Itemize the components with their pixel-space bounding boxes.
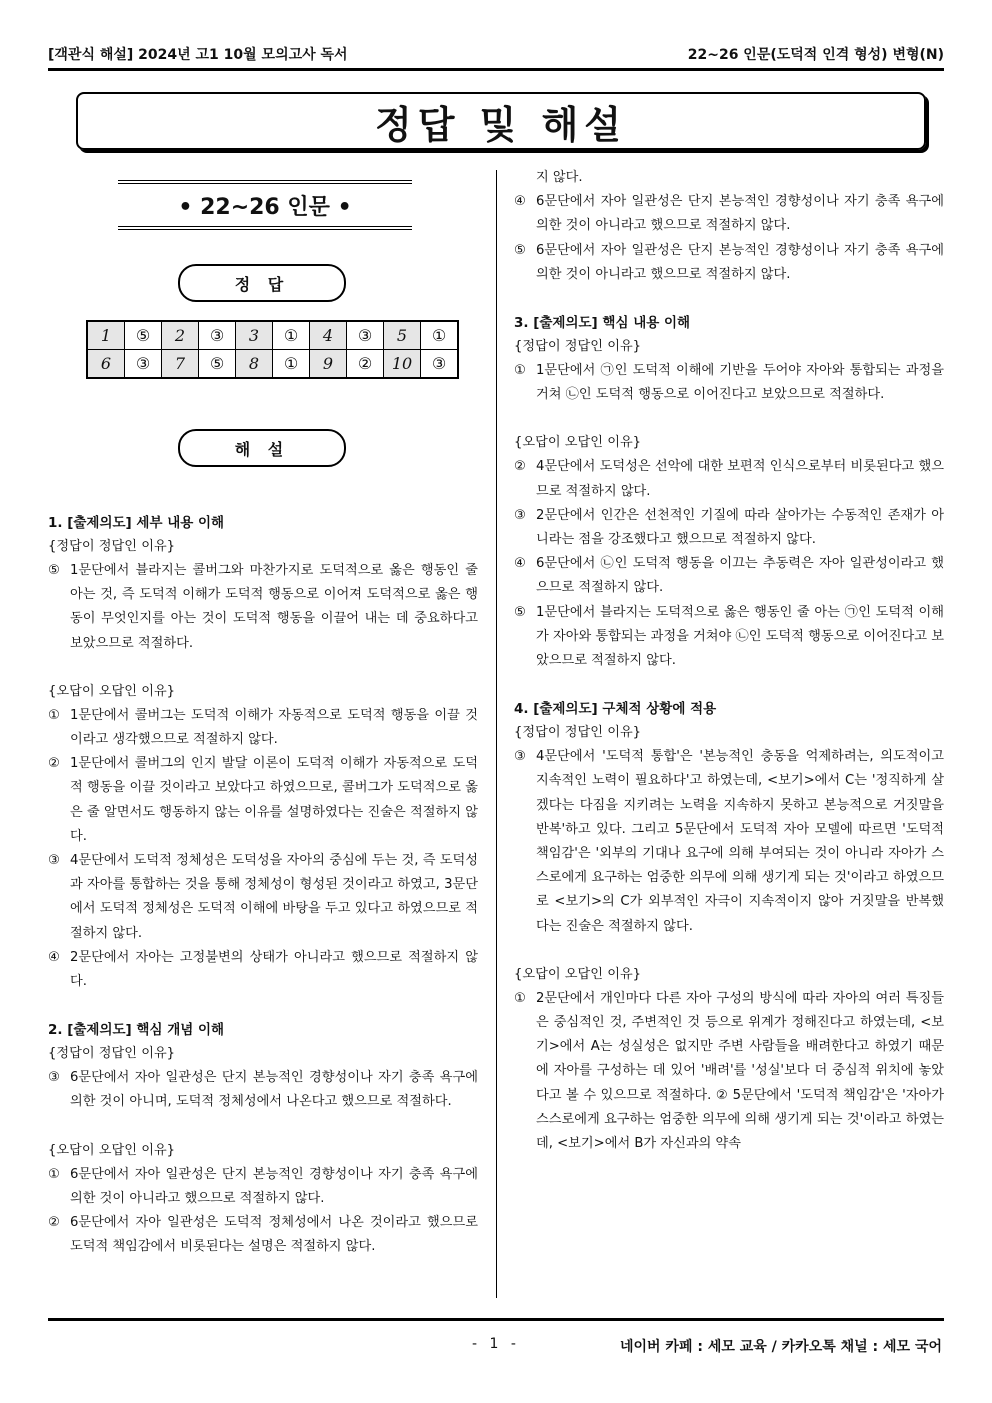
- explanation-item: [514, 190, 944, 238]
- explanation-text: 4문단에서 도덕적 정체성은 도덕성을 자아의 중심에 두는 것, 즉 도덕성과 자아를 통합하는 것을 통해 정체성이 형성된 것이라고 하였고, 3문단에서 도덕적 정체성은 도덕적 이해에 바탕을 두고 있다고 하였으므로 적절하지 않다.: [70, 853, 478, 941]
- explanation-item-continued: [514, 166, 944, 190]
- explanation-item: [514, 455, 944, 503]
- choice-marker: ③: [514, 749, 526, 765]
- left-column: [48, 166, 478, 1259]
- explanation-text: 1문단에서 콜버그의 인지 발달 이론이 도덕적 이해가 자동적으로 도덕적 행동을 이끌 것이라고 보았다고 하였으므로, 콜버그가 도덕적으로 옳은 줄 알면서도 행동하지 않는 이유를 설명하였다는 진술은 적절하지 않다.: [70, 756, 478, 844]
- answer-row: [87, 321, 458, 350]
- question-number: 1: [87, 321, 125, 350]
- explanation-text: 2문단에서 자아는 고정불변의 상태가 아니라고 했으므로 적절하지 않다.: [70, 949, 478, 990]
- question-number: 10: [384, 350, 421, 379]
- answer-value: ②: [347, 350, 384, 379]
- explanation-text: 6문단에서 ㉡인 도덕적 행동을 이끄는 추동력은 자아 일관성이라고 했으므로 적절하지 않다.: [536, 556, 944, 596]
- choice-marker: ③: [514, 507, 526, 523]
- choice-marker: ②: [48, 756, 60, 772]
- answer-value: ③: [421, 350, 459, 379]
- choice-marker: ①: [48, 707, 60, 723]
- choice-marker: ①: [514, 363, 526, 379]
- choice-marker: ⑤: [514, 604, 526, 620]
- right-column: [514, 166, 944, 1156]
- wrong-reason-label: {오답이 오답인 이유}: [48, 1142, 176, 1158]
- page-title: 정답 및 해설: [76, 92, 926, 150]
- answer-value: ⑤: [125, 321, 162, 350]
- explanation-item: [514, 745, 944, 939]
- choice-marker: ②: [48, 1215, 60, 1231]
- question-number: 3: [236, 321, 273, 350]
- wrong-reason-label: {오답이 오답인 이유}: [514, 966, 642, 982]
- choice-marker: ④: [48, 949, 60, 965]
- question-number: 7: [162, 350, 199, 379]
- question-number: 5: [384, 321, 421, 350]
- explanation-text: 6문단에서 자아 일관성은 단지 본능적인 경향성이나 자기 충족 욕구에 의한 것이 아니라고 했으므로 적절하지 않다.: [70, 1166, 478, 1206]
- question-title: 2. [출제의도] 핵심 개념 이해: [48, 1022, 225, 1039]
- correct-reason-label: {정답이 정답인 이유}: [514, 725, 642, 741]
- explanation-text: 6문단에서 자아 일관성은 단지 본능적인 경향성이나 자기 충족 욕구에 의한 것이 아니며, 도덕적 정체성에서 나온다고 했으므로 적절하다.: [70, 1070, 478, 1110]
- choice-marker: ④: [514, 556, 526, 572]
- column-divider: [496, 170, 497, 1298]
- question-number: 2: [162, 321, 199, 350]
- explanation-text: 6문단에서 자아 일관성은 도덕적 정체성에서 나온 것이라고 했으므로 도덕적 책임감에서 비롯된다는 설명은 적절하지 않다.: [70, 1215, 478, 1255]
- choice-marker: ⑤: [48, 563, 60, 578]
- answer-value: ①: [273, 321, 310, 350]
- explanation-text: 지 않다.: [536, 170, 583, 185]
- answer-value: ③: [347, 321, 384, 350]
- answer-table: [86, 320, 459, 379]
- explanation-text: 2문단에서 개인마다 다른 자아 구성의 방식에 따라 자아의 여러 특징들은 중심적인 것, 주변적인 것 등으로 위계가 정해진다고 하였는데, <보기>에서 A는 성실성은 없지만 주변 사람들을 배려한다고 하였기 때문에 자아를 구성하는 데 있어 '배려'를 '성실'보다 더 중심적 위치에 놓았다고 볼 수 있으므로 적절하다. ② 5문단에서 '도덕적 책임감'은 '자아가 스스로에게 요구하는 엄중한 의무에 의해 생기게 되는 것'이라고 하였는데, <보기>에서 B가 자신과의 약속: [536, 990, 944, 1152]
- explanation-item: [48, 1211, 478, 1259]
- answers-label: 정 답: [178, 264, 346, 302]
- explanation-text: 1문단에서 콜버그는 도덕적 이해가 자동적으로 도덕적 행동을 이끌 것이라고 생각했으므로 적절하지 않다.: [70, 707, 478, 748]
- explanation-label: 해 설: [178, 429, 346, 467]
- answer-value: ①: [421, 321, 459, 350]
- explanation-item: [48, 704, 478, 752]
- explanation-item: [514, 239, 944, 287]
- correct-reason-label: {정답이 정답인 이유}: [514, 339, 642, 355]
- question-title: 1. [출제의도] 세부 내용 이해: [48, 515, 225, 531]
- explanation-text: 6문단에서 자아 일관성은 단지 본능적인 경향성이나 자기 충족 욕구에 의한 것이 아니라고 했으므로 적절하지 않다.: [536, 242, 944, 282]
- explanation-item: [48, 1066, 478, 1114]
- answer-value: ⑤: [199, 350, 236, 379]
- correct-reason-label: {정답이 정답인 이유}: [48, 539, 176, 554]
- question-number: 4: [310, 321, 347, 350]
- question-number: 6: [87, 350, 125, 379]
- choice-marker: ③: [48, 853, 60, 869]
- answer-value: ③: [199, 321, 236, 350]
- explanation-text: 6문단에서 자아 일관성은 단지 본능적인 경향성이나 자기 충족 욕구에 의한 것이 아니라고 했으므로 적절하지 않다.: [536, 194, 944, 234]
- header-right: 22~26 인문(도덕적 인격 형성) 변형(N): [687, 47, 944, 63]
- explanation-text: 1문단에서 블라지는 도덕적으로 옳은 행동인 줄 아는 ㉠인 도덕적 이해가 자아와 통합되는 과정을 거쳐야 ㉡인 도덕적 행동으로 이어진다고 보았으므로 적절하지 않다.: [536, 604, 944, 669]
- section-heading: • 22~26 인문 •: [118, 180, 412, 230]
- explanation-text: 2문단에서 인간은 선천적인 기질에 따라 살아가는 수동적인 존재가 아니라는 점을 강조했다고 했으므로 적절하지 않다.: [536, 507, 944, 548]
- choice-marker: ①: [48, 1166, 60, 1182]
- choice-marker: ③: [48, 1070, 60, 1086]
- question-title: 4. [출제의도] 구체적 상황에 적용: [514, 701, 717, 718]
- header-left: [객관식 해설] 2024년 고1 10월 모의고사 독서: [48, 47, 348, 63]
- choice-marker: ②: [514, 459, 526, 475]
- explanation-item: [514, 601, 944, 674]
- question-number: 9: [310, 350, 347, 379]
- explanation-item: [48, 752, 478, 849]
- explanation-item: [48, 946, 478, 994]
- choice-marker: ④: [514, 194, 526, 210]
- explanation-item: [48, 849, 478, 946]
- footer-rule: [48, 1318, 944, 1321]
- explanation-item: [514, 504, 944, 552]
- question-title: 3. [출제의도] 핵심 내용 이해: [514, 315, 691, 332]
- page-header: [48, 44, 944, 64]
- answer-value: ③: [125, 350, 162, 379]
- footer-credits: 네이버 카페 : 세모 교육 / 카카오톡 채널 : 세모 국어: [619, 1339, 942, 1355]
- explanation-text: 4문단에서 도덕성은 선악에 대한 보편적 인식으로부터 비롯된다고 했으므로 적절하지 않다.: [536, 459, 944, 499]
- explanation-item: [48, 1163, 478, 1211]
- explanation-text: 4문단에서 '도덕적 통합'은 '본능적인 충동을 억제하려는, 의도적이고 지속적인 노력이 필요하다'고 하였는데, <보기>에서 C는 '정직하게 살겠다는 다짐을 지키려는 노력을 지속하지 못하고 본능적으로 거짓말을 반복'하고 있다. 그리고 5문단에서 도덕적 자아 모델에 따르면 '도덕적 책임감'은 '외부의 기대나 요구에 의해 부여되는 것이 아니라 자아가 스스로에게 요구하는 엄중한 의무에 의해 생기게 되는 것'이라고 하였으므로 <보기>의 C가 외부적인 자극이 지속적이지 않아 거짓말을 반복했다는 진술은 적절하지 않다.: [536, 749, 944, 934]
- explanation-item: [48, 559, 478, 656]
- wrong-reason-label: {오답이 오답인 이유}: [514, 435, 642, 451]
- explanation-item: [514, 359, 944, 407]
- choice-marker: ①: [514, 990, 526, 1006]
- choice-marker: ⑤: [514, 242, 526, 258]
- explanation-item: [514, 552, 944, 600]
- explanation-text: 1문단에서 블라지는 콜버그와 마찬가지로 도덕적으로 옳은 행동인 줄 아는 것, 즉 도덕적 이해가 도덕적 행동으로 이어져 도덕적으로 옳은 행동이 무엇인지를 아는 것이 도덕적 행동을 이끌어 내는 데 중요하다고 보았으므로 적절하다.: [70, 563, 478, 651]
- explanation-text: 1문단에서 ㉠인 도덕적 이해에 기반을 두어야 자아와 통합되는 과정을 거쳐 ㉡인 도덕적 행동으로 이어진다고 보았으므로 적절하다.: [536, 363, 944, 403]
- page-number: - 1 -: [472, 1336, 520, 1352]
- answer-row: [87, 350, 458, 379]
- correct-reason-label: {정답이 정답인 이유}: [48, 1046, 176, 1062]
- question-number: 8: [236, 350, 273, 379]
- explanation-item: [514, 987, 944, 1156]
- header-rule: [48, 68, 944, 71]
- wrong-reason-label: {오답이 오답인 이유}: [48, 683, 176, 699]
- answer-value: ①: [273, 350, 310, 379]
